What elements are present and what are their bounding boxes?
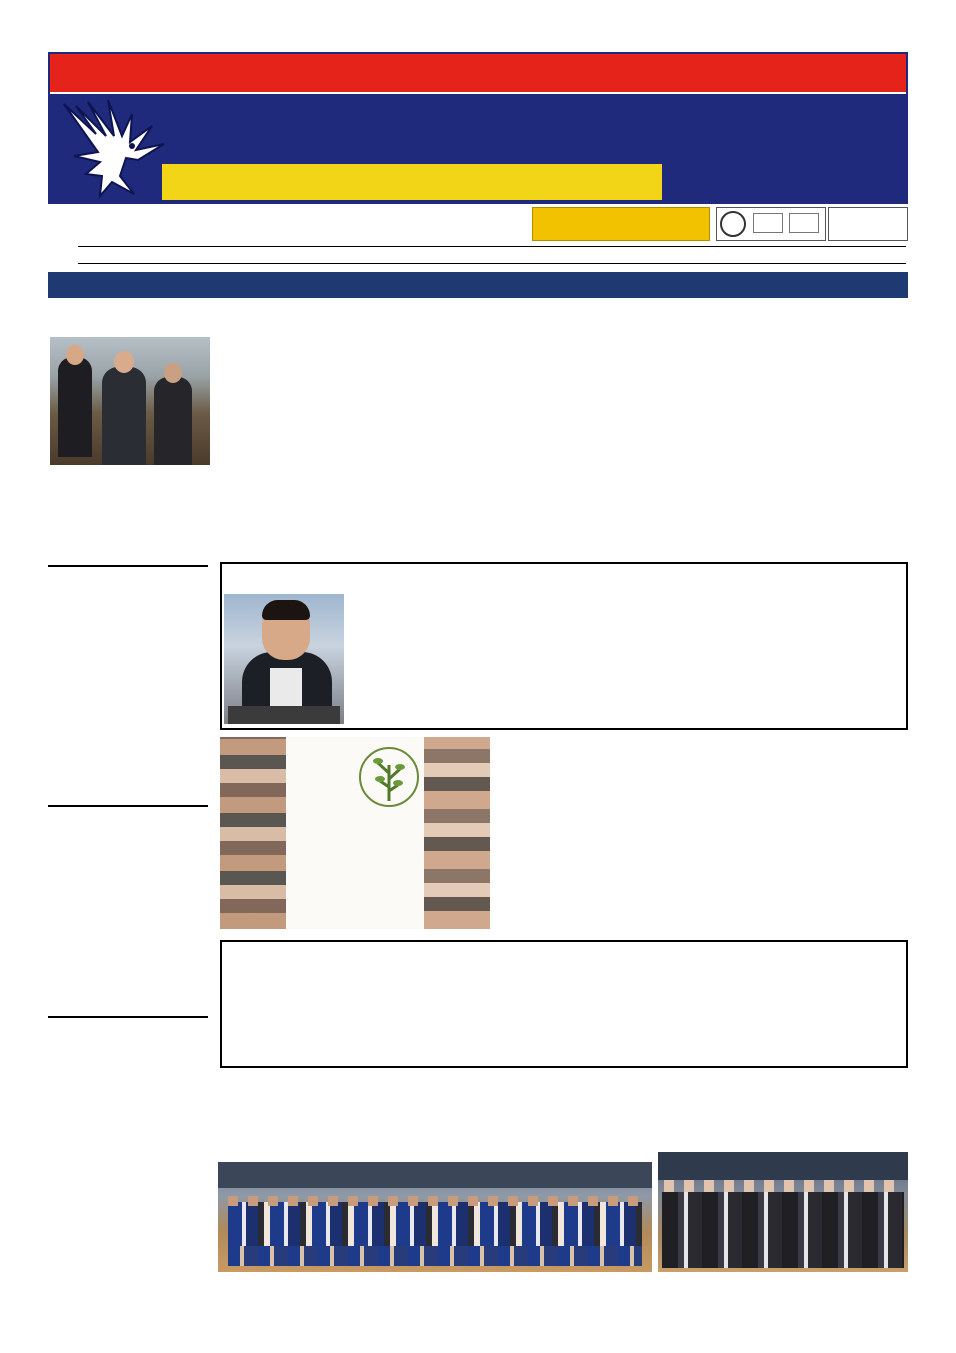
sidebar-story-3	[48, 1021, 208, 1275]
lead-headline-2	[215, 418, 905, 498]
masthead-title-panel	[50, 94, 906, 202]
story-varelas	[220, 562, 908, 730]
fyli-emblem-icon	[358, 743, 420, 813]
eagle-logo-icon	[56, 96, 174, 200]
details-line	[78, 246, 906, 264]
basket-officials-photo	[658, 1152, 908, 1272]
basket-team-photo	[218, 1162, 652, 1272]
masthead	[48, 52, 908, 204]
fyli-note	[500, 880, 908, 916]
fyli-quote	[500, 760, 908, 880]
lead-photo	[50, 337, 210, 465]
megara-logo	[716, 207, 826, 241]
info-strip	[48, 206, 908, 246]
masthead-tagline	[50, 54, 906, 94]
lead-subhead	[60, 506, 900, 542]
email-box	[532, 207, 710, 241]
masthead-subtitle	[162, 164, 662, 200]
code-box	[828, 207, 908, 241]
seal-icon	[720, 211, 746, 237]
banner	[48, 272, 908, 298]
census-poster	[220, 737, 490, 929]
sidebar-story-2	[48, 810, 208, 1018]
varelas-photo	[224, 594, 344, 724]
varelas-quote	[352, 600, 908, 706]
story-aspropyrgos	[220, 940, 908, 1068]
sidebar-story-1	[48, 565, 208, 807]
lead-headline-1	[220, 334, 900, 414]
basket-headline	[220, 1096, 908, 1140]
